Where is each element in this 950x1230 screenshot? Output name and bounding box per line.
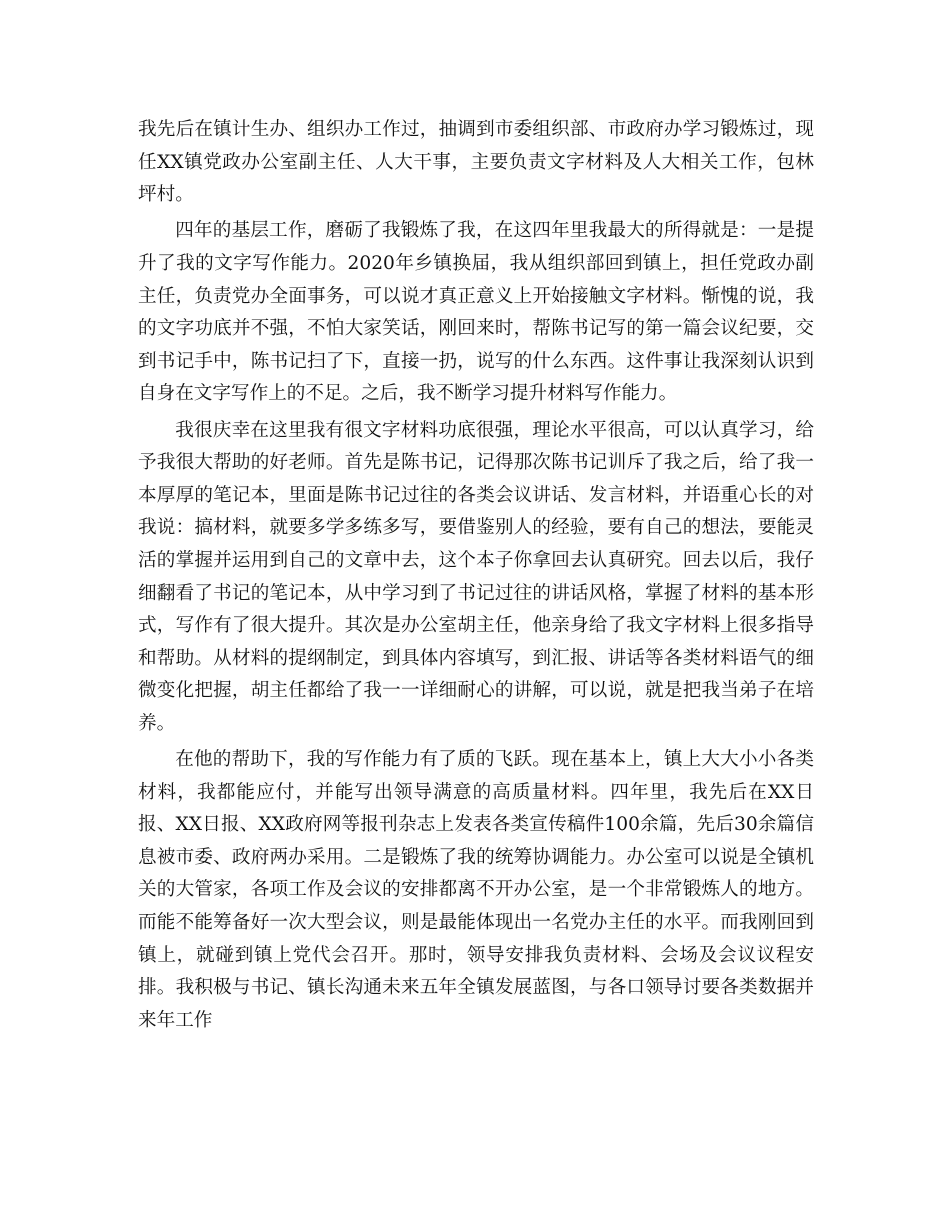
- paragraph-1: 我先后在镇计生办、组织办工作过，抽调到市委组织部、市政府办学习锻炼过，现任XX镇党政办公室副主任、人大干事，主要负责文字材料及人大相关工作，包林坪村。: [138, 119, 814, 206]
- paragraph-4: 在他的帮助下，我的写作能力有了质的飞跃。现在基本上，镇上大大小小各类材料，我都能应付，并能写出领导满意的高质量材料。四年里，我先后在XX日报、XX日报、XX政府网等报刊杂志上发表各类宣传稿件100余篇，先后30余篇信息被市委、政府两办采用。二是锻炼了我的统筹协调能力。办公室可以说是全镇机关的大管家，各项工作及会议的安排都离不开办公室，是一个非常锻炼人的地方。而能不能筹备好一次大型会议，则是最能体现出一名党办主任的水平。而我刚回到镇上，就碰到镇上党代会召开。那时，领导安排我负责材料、会场及会议议程安排。我积极与书记、镇长沟通未来五年全镇发展蓝图，与各口领导讨要各类数据并来年工作: [138, 749, 814, 1031]
- paragraph-3: 我很庆幸在这里我有很文字材料功底很强，理论水平很高，可以认真学习，给予我很大帮助的好老师。首先是陈书记，记得那次陈书记训斥了我之后，给了我一本厚厚的笔记本，里面是陈书记过往的各类会议讲话、发言材料，并语重心长的对我说：搞材料，就要多学多练多写，要借鉴别人的经验，要有自己的想法，要能灵活的掌握并运用到自己的文章中去，这个本子你拿回去认真研究。回去以后，我仔细翻看了书记的笔记本，从中学习到了书记过往的讲话风格，掌握了材料的基本形式，写作有了很大提升。其次是办公室胡主任，他亲身给了我文字材料上很多指导和帮助。从材料的提纲制定，到具体内容填写，到汇报、讲话等各类材料语气的细微变化把握，胡主任都给了我一一详细耐心的讲解，可以说，就是把我当弟子在培养。: [138, 419, 814, 734]
- document-body: [138, 114, 814, 1041]
- paragraph-2: 四年的基层工作，磨砺了我锻炼了我，在这四年里我最大的所得就是：一是提升了我的文字写作能力。2020年乡镇换届，我从组织部回到镇上，担任党政办副主任，负责党办全面事务，可以说才真正意义上开始接触文字材料。惭愧的说，我的文字功底并不强，不怕大家笑话，刚回来时，帮陈书记写的第一篇会议纪要，交到书记手中，陈书记扫了下，直接一扔，说写的什么东西。这件事让我深刻认识到自身在文字写作上的不足。之后，我不断学习提升材料写作能力。: [138, 220, 814, 405]
